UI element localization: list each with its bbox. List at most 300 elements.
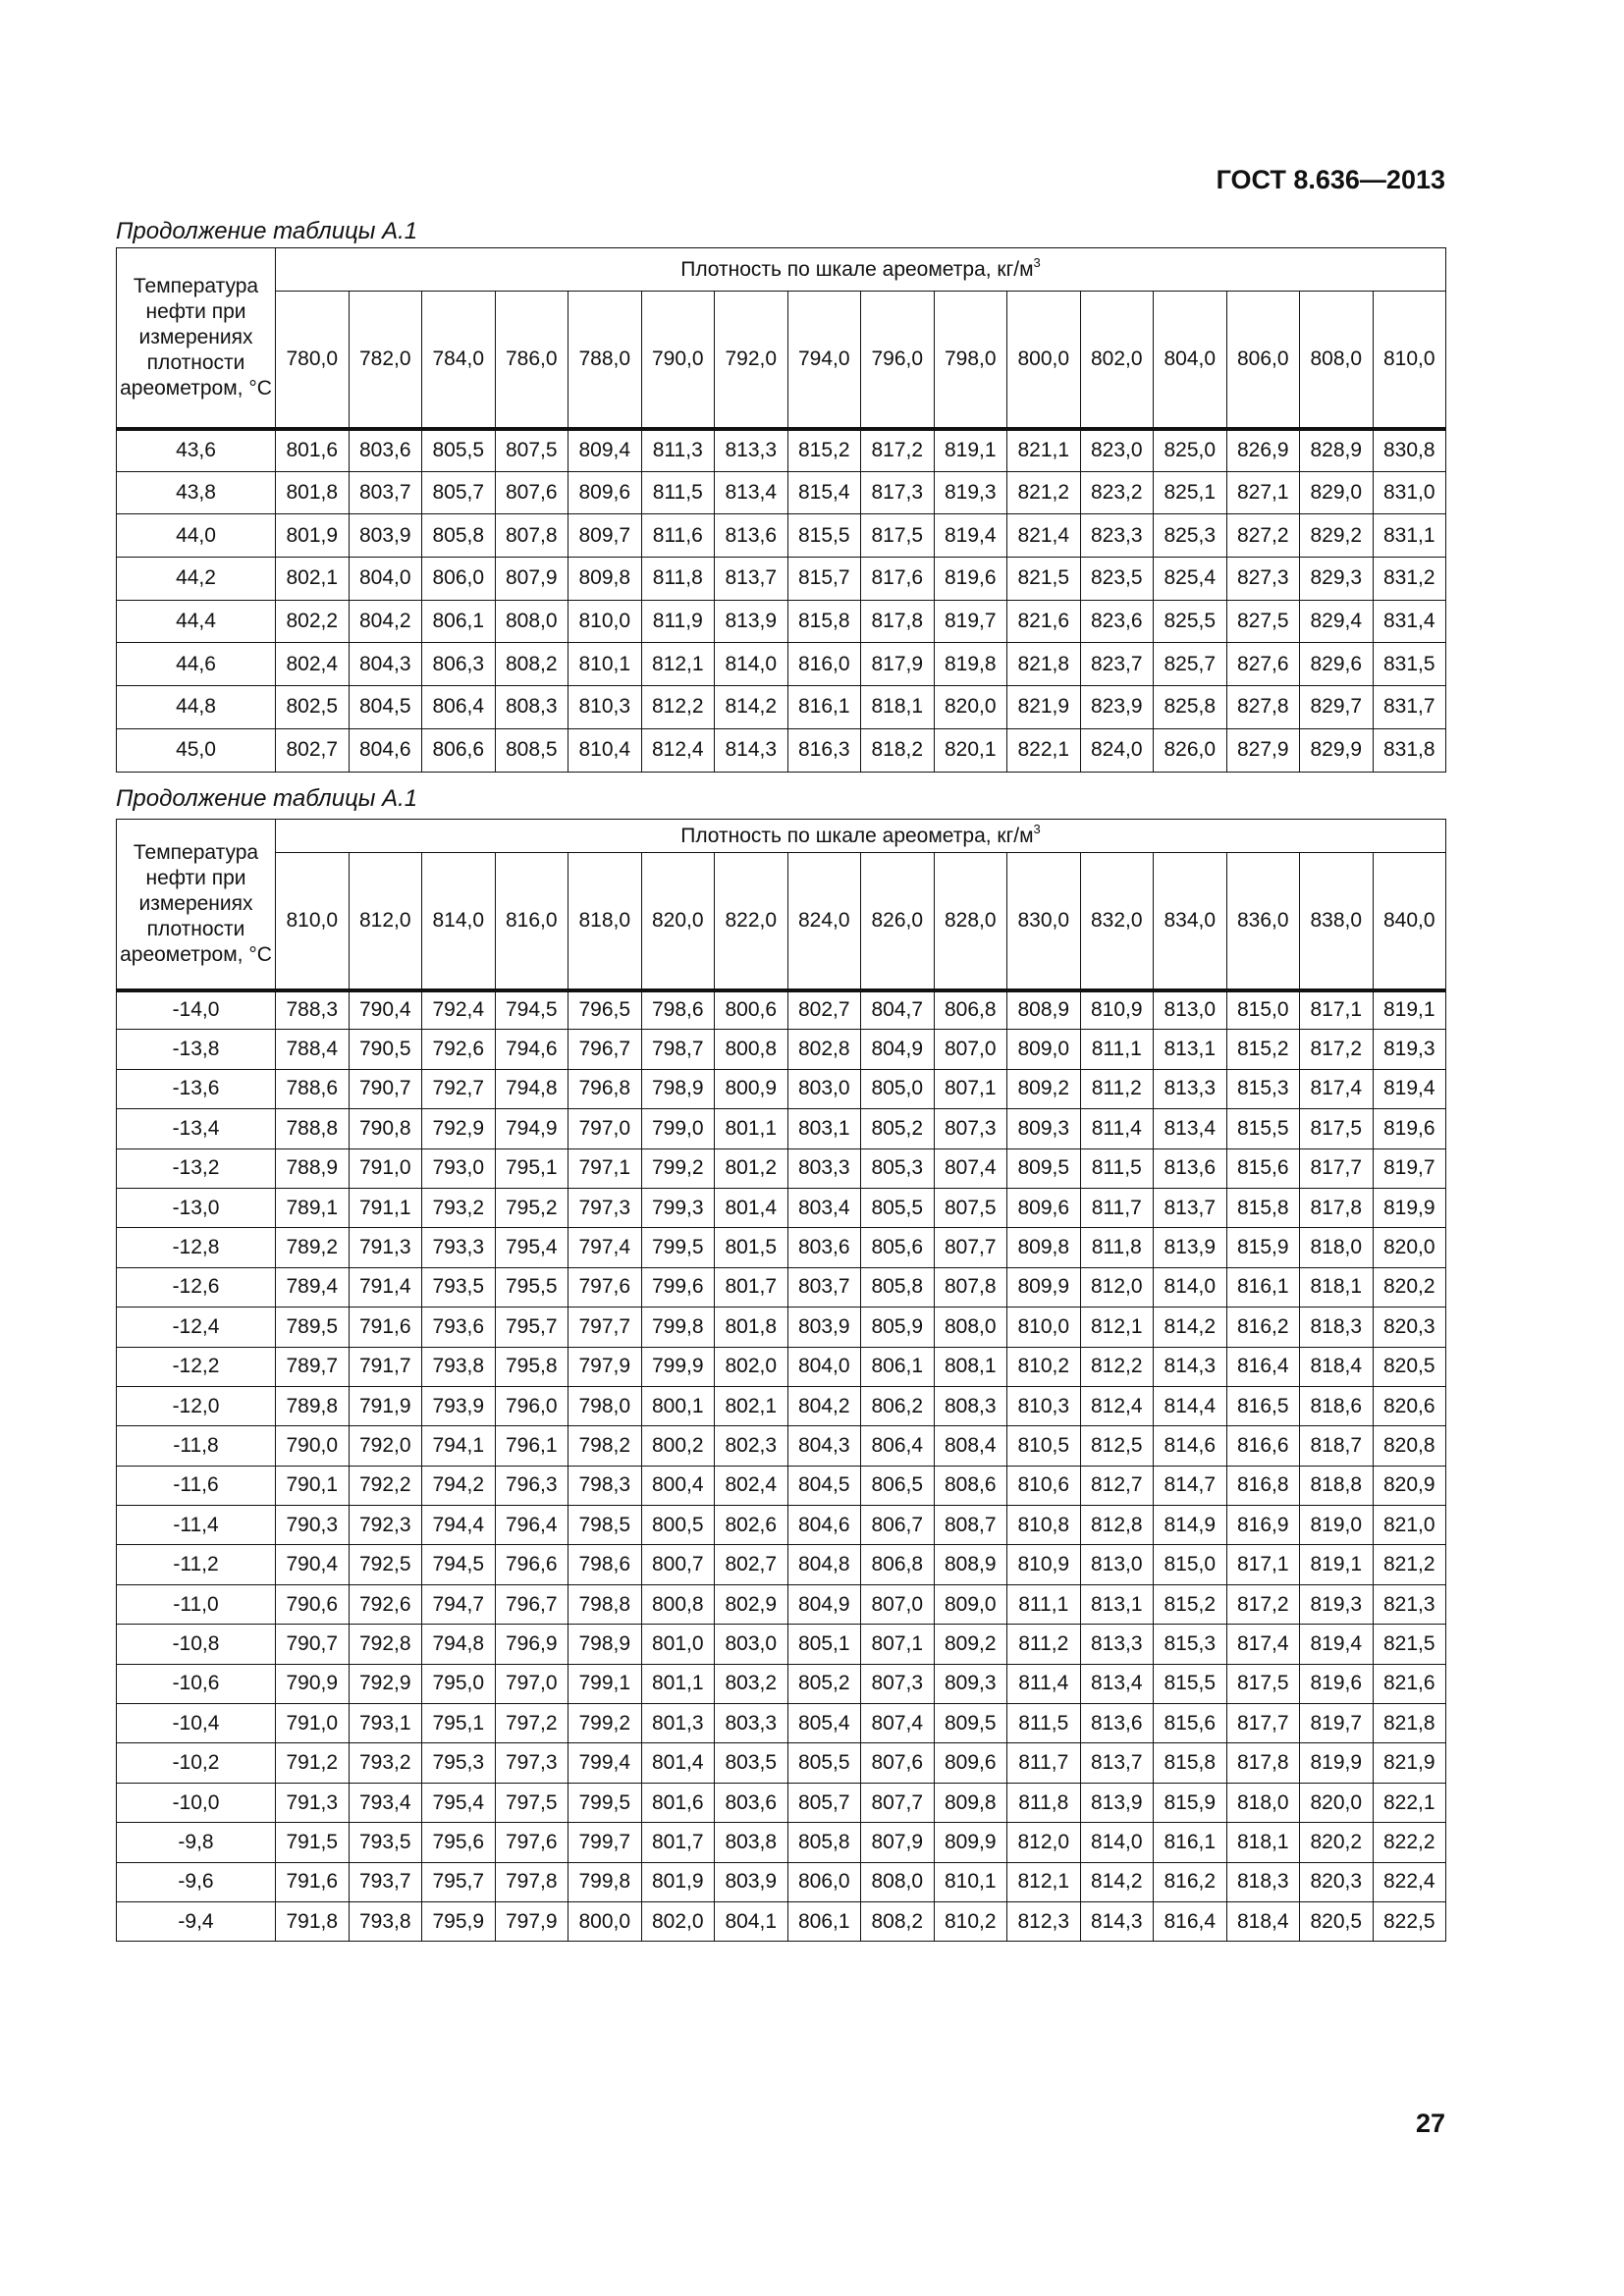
density-cell: 795,6: [422, 1823, 496, 1862]
density-cell: 828,9: [1300, 429, 1374, 472]
density-cell: 807,1: [934, 1069, 1007, 1108]
density-cell: 823,6: [1080, 600, 1154, 643]
density-cell: 818,1: [1226, 1823, 1300, 1862]
density-column-header: 798,0: [934, 292, 1007, 429]
density-cell: 790,6: [276, 1584, 350, 1624]
density-cell: 803,3: [787, 1148, 861, 1188]
density-cell: 801,4: [641, 1743, 715, 1783]
density-cell: 817,8: [861, 600, 935, 643]
density-cell: 799,5: [568, 1783, 642, 1822]
temperature-cell: -12,2: [117, 1347, 276, 1386]
density-cell: 821,9: [1373, 1743, 1446, 1783]
density-cell: 811,4: [1080, 1109, 1154, 1148]
density-cell: 824,0: [1080, 728, 1154, 772]
density-cell: 815,4: [787, 471, 861, 514]
density-cell: 789,1: [276, 1188, 350, 1227]
density-cell: 805,4: [787, 1704, 861, 1743]
density-cell: 810,0: [568, 600, 642, 643]
density-cell: 815,2: [1226, 1030, 1300, 1069]
density-cell: 817,1: [1226, 1545, 1300, 1584]
density-cell: 813,3: [1154, 1069, 1227, 1108]
density-cell: 820,2: [1373, 1267, 1446, 1307]
density-cell: 793,3: [422, 1228, 496, 1267]
density-cell: 793,2: [349, 1743, 422, 1783]
density-cell: 789,8: [276, 1386, 350, 1425]
density-cell: 806,7: [861, 1506, 935, 1545]
density-cell: 805,5: [422, 429, 496, 472]
table-row: [117, 1426, 1446, 1466]
density-cell: 821,8: [1373, 1704, 1446, 1743]
density-cell: 807,5: [934, 1188, 1007, 1227]
density-cell: 790,7: [276, 1625, 350, 1664]
density-cell: 802,7: [787, 990, 861, 1030]
density-cell: 823,9: [1080, 686, 1154, 729]
density-cell: 831,1: [1373, 514, 1446, 558]
density-group-header: [276, 248, 1446, 292]
density-cell: 815,2: [787, 429, 861, 472]
density-cell: 820,3: [1300, 1862, 1374, 1901]
density-cell: 798,2: [568, 1426, 642, 1466]
density-cell: 809,9: [934, 1823, 1007, 1862]
density-cell: 812,2: [1080, 1347, 1154, 1386]
density-cell: 825,5: [1154, 600, 1227, 643]
density-column-header: 806,0: [1226, 292, 1300, 429]
density-cell: 819,1: [1300, 1545, 1374, 1584]
table-row: [117, 1188, 1446, 1227]
density-cell: 810,1: [934, 1862, 1007, 1901]
density-cell: 819,7: [1373, 1148, 1446, 1188]
density-cell: 791,6: [276, 1862, 350, 1901]
density-cell: 792,2: [349, 1466, 422, 1505]
density-cell: 796,4: [495, 1506, 568, 1545]
density-cell: 795,8: [495, 1347, 568, 1386]
density-cell: 797,6: [568, 1267, 642, 1307]
density-cell: 818,0: [1226, 1783, 1300, 1822]
density-cell: 810,4: [568, 728, 642, 772]
density-cell: 797,8: [495, 1862, 568, 1901]
density-cell: 807,3: [934, 1109, 1007, 1148]
density-cell: 821,6: [1373, 1664, 1446, 1703]
density-cell: 803,7: [787, 1267, 861, 1307]
density-cell: 810,0: [1007, 1308, 1081, 1347]
density-cell: 805,6: [861, 1228, 935, 1267]
density-cell: 817,9: [861, 643, 935, 686]
density-cell: 818,4: [1226, 1901, 1300, 1941]
density-cell: 801,1: [715, 1109, 788, 1148]
density-column-header: 802,0: [1080, 292, 1154, 429]
density-cell: 829,7: [1300, 686, 1374, 729]
density-cell: 811,5: [1007, 1704, 1081, 1743]
density-cell: 805,3: [861, 1148, 935, 1188]
density-cell: 817,2: [861, 429, 935, 472]
density-cell: 805,2: [787, 1664, 861, 1703]
density-cell: 813,7: [1154, 1188, 1227, 1227]
density-cell: 829,4: [1300, 600, 1374, 643]
density-cell: 815,8: [787, 600, 861, 643]
density-cell: 821,0: [1373, 1506, 1446, 1545]
table-row: [117, 728, 1446, 772]
density-cell: 821,4: [1007, 514, 1081, 558]
density-cell: 808,0: [861, 1862, 935, 1901]
density-cell: 790,9: [276, 1664, 350, 1703]
density-cell: 821,2: [1007, 471, 1081, 514]
density-cell: 805,7: [422, 471, 496, 514]
density-cell: 808,0: [934, 1308, 1007, 1347]
density-cell: 819,3: [934, 471, 1007, 514]
density-column-header: 788,0: [568, 292, 642, 429]
density-cell: 817,2: [1226, 1584, 1300, 1624]
density-cell: 795,0: [422, 1664, 496, 1703]
density-cell: 793,4: [349, 1783, 422, 1822]
density-column-header: 816,0: [495, 853, 568, 990]
temperature-cell: -12,0: [117, 1386, 276, 1425]
density-cell: 812,0: [1007, 1823, 1081, 1862]
density-cell: 793,1: [349, 1704, 422, 1743]
density-cell: 813,3: [715, 429, 788, 472]
density-cell: 803,9: [715, 1862, 788, 1901]
density-cell: 818,1: [861, 686, 935, 729]
density-cell: 827,5: [1226, 600, 1300, 643]
density-cell: 813,7: [715, 558, 788, 601]
density-cell: 792,9: [349, 1664, 422, 1703]
density-cell: 808,5: [495, 728, 568, 772]
temperature-column-header: Температура нефти при измерениях плотности ареометром, °С: [117, 820, 276, 990]
density-cell: 806,3: [422, 643, 496, 686]
temperature-cell: 45,0: [117, 728, 276, 772]
temperature-cell: -11,2: [117, 1545, 276, 1584]
density-cell: 820,8: [1373, 1426, 1446, 1466]
density-cell: 792,7: [422, 1069, 496, 1108]
density-column-header: 794,0: [787, 292, 861, 429]
density-cell: 802,7: [276, 728, 350, 772]
table-row: [117, 1823, 1446, 1862]
density-cell: 816,4: [1226, 1347, 1300, 1386]
density-cell: 817,8: [1226, 1743, 1300, 1783]
density-cell: 793,8: [349, 1901, 422, 1941]
density-cell: 803,8: [715, 1823, 788, 1862]
density-cell: 801,8: [715, 1308, 788, 1347]
density-cell: 819,6: [1300, 1664, 1374, 1703]
density-cell: 807,8: [934, 1267, 1007, 1307]
density-cell: 791,9: [349, 1386, 422, 1425]
density-cell: 810,3: [568, 686, 642, 729]
density-cell: 804,3: [349, 643, 422, 686]
density-cell: 820,0: [934, 686, 1007, 729]
density-cell: 807,4: [861, 1704, 935, 1743]
density-cell: 790,4: [349, 990, 422, 1030]
temperature-cell: -10,2: [117, 1743, 276, 1783]
density-cell: 809,3: [934, 1664, 1007, 1703]
density-cell: 806,1: [861, 1347, 935, 1386]
density-cell: 816,3: [787, 728, 861, 772]
density-cell: 827,6: [1226, 643, 1300, 686]
density-cell: 818,1: [1300, 1267, 1374, 1307]
density-cell: 802,1: [715, 1386, 788, 1425]
table-row: [117, 558, 1446, 601]
density-cell: 800,0: [568, 1901, 642, 1941]
density-cell: 801,9: [276, 514, 350, 558]
density-cell: 795,4: [422, 1783, 496, 1822]
density-cell: 829,2: [1300, 514, 1374, 558]
density-column-header: 790,0: [641, 292, 715, 429]
density-cell: 816,2: [1154, 1862, 1227, 1901]
density-cell: 804,8: [787, 1545, 861, 1584]
density-cell: 807,7: [861, 1783, 935, 1822]
density-cell: 816,0: [787, 643, 861, 686]
density-cell: 794,2: [422, 1466, 496, 1505]
density-cell: 802,4: [276, 643, 350, 686]
density-cell: 800,5: [641, 1506, 715, 1545]
density-cell: 802,8: [787, 1030, 861, 1069]
density-cell: 803,4: [787, 1188, 861, 1227]
density-cell: 791,3: [349, 1228, 422, 1267]
density-cell: 810,2: [1007, 1347, 1081, 1386]
density-cell: 790,8: [349, 1109, 422, 1148]
density-cell: 800,2: [641, 1426, 715, 1466]
density-cell: 807,4: [934, 1148, 1007, 1188]
density-cell: 805,7: [787, 1783, 861, 1822]
density-cell: 827,2: [1226, 514, 1300, 558]
density-cell: 813,9: [715, 600, 788, 643]
density-cell: 820,6: [1373, 1386, 1446, 1425]
table-row: [117, 1466, 1446, 1505]
density-cell: 793,5: [349, 1823, 422, 1862]
density-cell: 792,3: [349, 1506, 422, 1545]
density-column-header: 830,0: [1007, 853, 1081, 990]
temperature-cell: 43,8: [117, 471, 276, 514]
density-cell: 813,6: [1080, 1704, 1154, 1743]
density-cell: 827,1: [1226, 471, 1300, 514]
density-column-header: 810,0: [276, 853, 350, 990]
temperature-cell: -13,0: [117, 1188, 276, 1227]
table-row: [117, 1704, 1446, 1743]
density-cell: 816,8: [1226, 1466, 1300, 1505]
density-cell: 814,3: [1154, 1347, 1227, 1386]
density-cell: 794,5: [422, 1545, 496, 1584]
density-cell: 798,9: [641, 1069, 715, 1108]
density-cell: 817,1: [1300, 990, 1374, 1030]
density-cell: 812,1: [1007, 1862, 1081, 1901]
temperature-cell: -11,4: [117, 1506, 276, 1545]
density-cell: 809,0: [934, 1584, 1007, 1624]
density-cell: 813,6: [1154, 1148, 1227, 1188]
density-cell: 809,6: [1007, 1188, 1081, 1227]
density-cell: 816,5: [1226, 1386, 1300, 1425]
density-cell: 797,9: [495, 1901, 568, 1941]
density-cell: 793,6: [422, 1308, 496, 1347]
density-group-header: [276, 820, 1446, 853]
density-cell: 815,3: [1154, 1625, 1227, 1664]
density-cell: 820,1: [934, 728, 1007, 772]
density-cell: 819,3: [1300, 1584, 1374, 1624]
density-column-header: 818,0: [568, 853, 642, 990]
density-cell: 802,1: [276, 558, 350, 601]
density-cell: 829,3: [1300, 558, 1374, 601]
density-cell: 811,3: [641, 429, 715, 472]
density-cell: 801,3: [641, 1704, 715, 1743]
density-cell: 814,2: [1154, 1308, 1227, 1347]
density-cell: 812,4: [641, 728, 715, 772]
density-cell: 790,5: [349, 1030, 422, 1069]
density-cell: 819,3: [1373, 1030, 1446, 1069]
density-cell: 818,0: [1300, 1228, 1374, 1267]
density-cell: 823,7: [1080, 643, 1154, 686]
density-cell: 791,7: [349, 1347, 422, 1386]
density-cell: 801,1: [641, 1664, 715, 1703]
table-row: [117, 1743, 1446, 1783]
table-row: [117, 1030, 1446, 1069]
density-cell: 808,2: [861, 1901, 935, 1941]
density-cell: 814,3: [1080, 1901, 1154, 1941]
density-cell: 802,7: [715, 1545, 788, 1584]
density-cell: 809,2: [1007, 1069, 1081, 1108]
density-cell: 829,6: [1300, 643, 1374, 686]
density-cell: 800,1: [641, 1386, 715, 1425]
density-cell: 810,6: [1007, 1466, 1081, 1505]
density-cell: 815,0: [1226, 990, 1300, 1030]
temperature-cell: -10,8: [117, 1625, 276, 1664]
density-cell: 792,6: [349, 1584, 422, 1624]
density-cell: 797,9: [568, 1347, 642, 1386]
density-cell: 803,7: [349, 471, 422, 514]
density-cell: 830,8: [1373, 429, 1446, 472]
density-cell: 809,3: [1007, 1109, 1081, 1148]
density-cell: 803,1: [787, 1109, 861, 1148]
density-cell: 819,4: [934, 514, 1007, 558]
density-column-header: 796,0: [861, 292, 935, 429]
density-cell: 797,0: [568, 1109, 642, 1148]
density-cell: 805,9: [861, 1308, 935, 1347]
temperature-cell: -13,6: [117, 1069, 276, 1108]
temperature-cell: 44,8: [117, 686, 276, 729]
density-column-header: 786,0: [495, 292, 568, 429]
density-cell: 799,6: [641, 1267, 715, 1307]
density-cell: 823,3: [1080, 514, 1154, 558]
density-cell: 810,9: [1007, 1545, 1081, 1584]
density-cell: 810,5: [1007, 1426, 1081, 1466]
density-cell: 798,7: [641, 1030, 715, 1069]
density-cell: 789,4: [276, 1267, 350, 1307]
density-cell: 806,8: [934, 990, 1007, 1030]
temperature-cell: -9,4: [117, 1901, 276, 1941]
density-cell: 826,0: [1154, 728, 1227, 772]
density-cell: 796,0: [495, 1386, 568, 1425]
density-cell: 797,5: [495, 1783, 568, 1822]
density-cell: 796,6: [495, 1545, 568, 1584]
density-cell: 816,1: [787, 686, 861, 729]
density-cell: 795,3: [422, 1743, 496, 1783]
density-cell: 819,7: [934, 600, 1007, 643]
density-cell: 799,4: [568, 1743, 642, 1783]
density-cell: 804,6: [349, 728, 422, 772]
density-cell: 802,2: [276, 600, 350, 643]
density-cell: 791,6: [349, 1308, 422, 1347]
density-cell: 809,0: [1007, 1030, 1081, 1069]
density-cell: 821,5: [1373, 1625, 1446, 1664]
density-cell: 802,0: [715, 1347, 788, 1386]
density-cell: 812,7: [1080, 1466, 1154, 1505]
density-cell: 803,2: [715, 1664, 788, 1703]
density-column-header: 840,0: [1373, 853, 1446, 990]
density-cell: 815,9: [1226, 1228, 1300, 1267]
table-row: [117, 1545, 1446, 1584]
density-cell: 815,5: [1154, 1664, 1227, 1703]
density-cell: 809,5: [1007, 1148, 1081, 1188]
temperature-cell: -11,0: [117, 1584, 276, 1624]
density-cell: 811,8: [1007, 1783, 1081, 1822]
density-cell: 812,2: [641, 686, 715, 729]
density-cell: 808,9: [1007, 990, 1081, 1030]
density-cell: 791,5: [276, 1823, 350, 1862]
density-cell: 821,1: [1007, 429, 1081, 472]
density-cell: 801,0: [641, 1625, 715, 1664]
density-cell: 806,0: [422, 558, 496, 601]
density-cell: 811,2: [1080, 1069, 1154, 1108]
density-cell: 796,7: [495, 1584, 568, 1624]
temperature-cell: -12,4: [117, 1308, 276, 1347]
density-cell: 793,5: [422, 1267, 496, 1307]
density-cell: 798,5: [568, 1506, 642, 1545]
density-cell: 818,7: [1300, 1426, 1374, 1466]
density-cell: 819,1: [1373, 990, 1446, 1030]
density-cell: 815,8: [1154, 1743, 1227, 1783]
density-cell: 813,7: [1080, 1743, 1154, 1783]
density-cell: 808,2: [495, 643, 568, 686]
density-cell: 803,0: [715, 1625, 788, 1664]
density-cell: 821,6: [1007, 600, 1081, 643]
density-cell: 806,5: [861, 1466, 935, 1505]
table-caption-2: Продолжение таблицы А.1: [116, 785, 418, 812]
density-cell: 807,6: [861, 1743, 935, 1783]
density-column-header: 812,0: [349, 853, 422, 990]
density-cell: 801,9: [641, 1862, 715, 1901]
density-cell: 793,9: [422, 1386, 496, 1425]
density-cell: 816,4: [1154, 1901, 1227, 1941]
density-cell: 822,2: [1373, 1823, 1446, 1862]
density-cell: 804,9: [787, 1584, 861, 1624]
density-cell: 814,2: [715, 686, 788, 729]
density-cell: 796,7: [568, 1030, 642, 1069]
density-cell: 805,0: [861, 1069, 935, 1108]
density-cell: 805,8: [861, 1267, 935, 1307]
density-cell: 808,7: [934, 1506, 1007, 1545]
density-cell: 799,7: [568, 1823, 642, 1862]
density-cell: 792,9: [422, 1109, 496, 1148]
density-cell: 809,8: [934, 1783, 1007, 1822]
density-cell: 797,2: [495, 1704, 568, 1743]
density-cell: 801,2: [715, 1148, 788, 1188]
density-cell: 829,9: [1300, 728, 1374, 772]
table-row: [117, 1625, 1446, 1664]
density-cell: 811,5: [1080, 1148, 1154, 1188]
density-cell: 803,5: [715, 1743, 788, 1783]
density-cell: 817,6: [861, 558, 935, 601]
density-column-header: 810,0: [1373, 292, 1446, 429]
density-cell: 806,1: [422, 600, 496, 643]
density-column-header: 834,0: [1154, 853, 1227, 990]
density-column-header: 792,0: [715, 292, 788, 429]
density-cell: 795,2: [495, 1188, 568, 1227]
density-cell: 817,5: [1226, 1664, 1300, 1703]
density-cell: 797,3: [568, 1188, 642, 1227]
temperature-cell: -9,6: [117, 1862, 276, 1901]
density-cell: 805,8: [422, 514, 496, 558]
density-cell: 804,9: [861, 1030, 935, 1069]
density-cell: 805,2: [861, 1109, 935, 1148]
density-cell: 797,3: [495, 1743, 568, 1783]
density-cell: 810,8: [1007, 1506, 1081, 1545]
density-cell: 816,1: [1154, 1823, 1227, 1862]
